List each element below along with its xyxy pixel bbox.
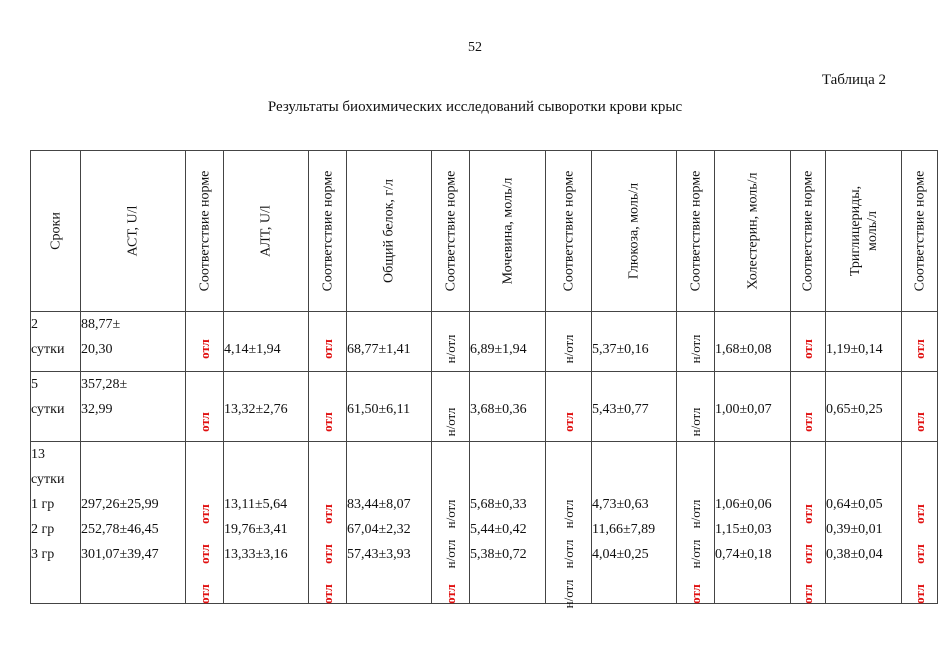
header-label: Соответствие норме xyxy=(912,170,927,292)
cell-line xyxy=(470,467,545,492)
cell-line: 88,77± xyxy=(81,317,121,332)
cell-line: 2 xyxy=(31,317,38,332)
cell-line: 4,73±0,63 xyxy=(592,497,649,512)
norm-value: отл xyxy=(196,339,212,359)
norm-cell xyxy=(791,312,826,372)
urea-cell xyxy=(470,312,546,372)
norm-value: отл xyxy=(319,544,335,564)
norm-value: н/отл xyxy=(560,334,576,364)
norm-value: отл xyxy=(196,504,212,524)
norm-value: н/отл xyxy=(560,579,576,609)
cell-line: 0,74±0,18 xyxy=(715,547,772,562)
norm-value: н/отл xyxy=(687,539,703,569)
norm-cell xyxy=(186,372,224,442)
norm-cell xyxy=(546,372,592,442)
cell-line: 5 xyxy=(31,377,38,392)
protein-cell xyxy=(347,442,432,604)
cell-line: 4,04±0,25 xyxy=(592,547,649,562)
cell-line: 6,89±1,94 xyxy=(470,342,527,357)
header-cell-alt xyxy=(224,151,309,312)
norm-value: отл xyxy=(911,504,927,524)
header-cell-protein xyxy=(347,151,432,312)
header-label: Общий белок, г/л xyxy=(381,178,397,284)
norm-value: отл xyxy=(911,584,927,604)
norm-value: отл xyxy=(800,544,815,564)
norm-cell xyxy=(546,442,592,609)
trig-cell xyxy=(826,442,902,604)
norm-value: н/отл xyxy=(560,539,576,569)
alt-cell xyxy=(224,312,309,372)
norm-value: н/отл xyxy=(442,539,458,569)
cell-line: 61,50±6,11 xyxy=(347,402,411,417)
alt-cell xyxy=(224,442,309,604)
cell-line xyxy=(347,372,431,397)
norm-cell xyxy=(902,442,938,604)
cell-line: 1,06±0,06 xyxy=(715,497,772,512)
norm-value: отл xyxy=(196,412,212,432)
header-cell-triglycerides xyxy=(826,151,902,312)
cell-line: 1 гр xyxy=(31,497,55,512)
period-cell xyxy=(31,312,81,372)
protein-cell xyxy=(347,372,432,442)
header-cell-norm xyxy=(791,151,826,312)
norm-cell xyxy=(677,442,715,604)
cell-line xyxy=(826,467,901,492)
cell-line: 13,11±5,64 xyxy=(224,497,288,512)
ast-cell xyxy=(81,312,186,372)
cell-line: 5,44±0,42 xyxy=(470,522,527,537)
header-label: АЛТ, U/l xyxy=(258,205,274,257)
page-number: 52 xyxy=(468,40,482,55)
chol-cell xyxy=(715,442,791,604)
cell-line: 301,07±39,47 xyxy=(81,547,159,562)
urea-cell xyxy=(470,372,546,442)
norm-value: отл xyxy=(560,412,576,432)
cell-line xyxy=(592,467,676,492)
norm-value: н/отл xyxy=(442,334,458,364)
norm-value: отл xyxy=(911,544,927,564)
cell-line: 3,68±0,36 xyxy=(470,402,527,417)
norm-value: н/отл xyxy=(687,334,703,364)
norm-value: н/отл xyxy=(560,499,576,529)
cell-line: 252,78±46,45 xyxy=(81,522,159,537)
norm-value: отл xyxy=(319,504,335,524)
urea-cell xyxy=(470,442,546,604)
cell-line: 4,14±1,94 xyxy=(224,342,281,357)
norm-cell xyxy=(432,442,470,604)
cell-line: 19,76±3,41 xyxy=(224,522,288,537)
table-row xyxy=(31,312,938,372)
norm-cell xyxy=(902,312,938,372)
cell-line xyxy=(224,442,308,467)
cell-line: 11,66±7,89 xyxy=(592,522,656,537)
cell-line: 1,68±0,08 xyxy=(715,342,772,357)
header-label: Триглицериды, моль/л xyxy=(847,185,880,277)
cell-line xyxy=(81,442,185,467)
cell-line xyxy=(81,467,185,492)
cell-line: 57,43±3,93 xyxy=(347,547,411,562)
cell-line: 1,00±0,07 xyxy=(715,402,772,417)
document-title: Результаты биохимических исследований сыворотки крови крыс xyxy=(267,99,683,115)
chol-cell xyxy=(715,372,791,442)
norm-value: н/отл xyxy=(442,499,458,529)
period-cell xyxy=(31,442,81,604)
cell-line: 0,65±0,25 xyxy=(826,402,883,417)
header-cell-cholesterol xyxy=(715,151,791,312)
norm-value: отл xyxy=(196,544,212,564)
header-cell-norm xyxy=(309,151,347,312)
header-cell-norm xyxy=(677,151,715,312)
norm-cell xyxy=(546,312,592,372)
cell-line xyxy=(470,372,545,397)
glucose-cell xyxy=(592,372,677,442)
norm-value: отл xyxy=(800,504,815,524)
header-cell-glucose xyxy=(592,151,677,312)
ast-cell xyxy=(81,442,186,604)
cell-line xyxy=(715,442,790,467)
norm-cell xyxy=(309,442,347,604)
header-cell-period xyxy=(31,151,81,312)
norm-value: отл xyxy=(800,584,815,604)
cell-line: 5,68±0,33 xyxy=(470,497,527,512)
trig-cell xyxy=(826,372,902,442)
norm-cell xyxy=(902,372,938,442)
header-label: Холестерин, моль/л xyxy=(745,172,760,290)
cell-line: сутки xyxy=(31,402,65,417)
cell-line xyxy=(592,442,676,467)
cell-line xyxy=(592,372,676,397)
header-cell-urea xyxy=(470,151,546,312)
cell-line: 32,99 xyxy=(81,402,113,417)
cell-line: 13,33±3,16 xyxy=(224,547,288,562)
cell-line: 357,28± xyxy=(81,377,128,392)
alt-cell xyxy=(224,372,309,442)
cell-line: сутки xyxy=(31,342,65,357)
cell-line: 20,30 xyxy=(81,342,113,357)
header-label: АСТ, U/l xyxy=(125,205,141,257)
cell-line xyxy=(347,467,431,492)
cell-line: 67,04±2,32 xyxy=(347,522,411,537)
norm-cell xyxy=(309,372,347,442)
norm-cell xyxy=(791,442,826,604)
table-label: Таблица 2 xyxy=(821,72,886,88)
table-row xyxy=(31,442,938,604)
norm-value: н/отл xyxy=(687,407,703,437)
header-label: Мочевина, моль/л xyxy=(500,177,515,285)
norm-cell xyxy=(791,372,826,442)
norm-cell xyxy=(186,442,224,604)
cell-line: 68,77±1,41 xyxy=(347,342,411,357)
norm-value: отл xyxy=(687,584,703,604)
cell-line xyxy=(224,312,308,337)
cell-line xyxy=(224,372,308,397)
cell-line xyxy=(826,372,901,397)
header-label: Глюкоза, моль/л xyxy=(626,182,642,280)
cell-line: сутки xyxy=(31,472,65,487)
cell-line: 1,19±0,14 xyxy=(826,342,883,357)
chol-cell xyxy=(715,312,791,372)
cell-line: 0,39±0,01 xyxy=(826,522,883,537)
norm-cell xyxy=(186,312,224,372)
norm-cell xyxy=(432,372,470,442)
header-label: Соответствие норме xyxy=(688,170,703,292)
norm-value: отл xyxy=(911,339,927,359)
cell-line xyxy=(224,467,308,492)
period-cell xyxy=(31,372,81,442)
cell-line: 13,32±2,76 xyxy=(224,402,288,417)
cell-line: 3 гр xyxy=(31,547,55,562)
header-label: Соответствие норме xyxy=(800,170,816,292)
cell-line: 297,26±25,99 xyxy=(81,497,159,512)
header-cell-norm xyxy=(432,151,470,312)
cell-line xyxy=(592,312,676,337)
norm-value: отл xyxy=(319,339,335,359)
table-row xyxy=(31,372,938,442)
ast-cell xyxy=(81,372,186,442)
cell-line xyxy=(715,312,790,337)
cell-line: 0,38±0,04 xyxy=(826,547,883,562)
norm-cell xyxy=(432,312,470,372)
norm-value: отл xyxy=(911,412,927,432)
norm-cell xyxy=(677,312,715,372)
protein-cell xyxy=(347,312,432,372)
header-label: Соответствие норме xyxy=(443,170,458,292)
header-label: Сроки xyxy=(48,212,63,250)
header-cell-norm xyxy=(186,151,224,312)
norm-value: отл xyxy=(442,584,458,604)
cell-line: 83,44±8,07 xyxy=(347,497,411,512)
cell-line: 5,43±0,77 xyxy=(592,402,649,417)
cell-line xyxy=(826,312,901,337)
glucose-cell xyxy=(592,442,677,604)
header-label: Соответствие норме xyxy=(320,170,335,292)
norm-value: отл xyxy=(319,412,335,432)
cell-line xyxy=(715,467,790,492)
norm-cell xyxy=(677,372,715,442)
header-label: Соответствие норме xyxy=(197,170,212,292)
norm-cell xyxy=(309,312,347,372)
trig-cell xyxy=(826,312,902,372)
header-cell-norm xyxy=(546,151,592,312)
header-row xyxy=(31,151,938,312)
cell-line: 1,15±0,03 xyxy=(715,522,772,537)
norm-value: н/отл xyxy=(687,499,703,529)
norm-value: н/отл xyxy=(442,407,458,437)
header-cell-norm xyxy=(902,151,938,312)
norm-value: отл xyxy=(196,584,212,604)
cell-line: 2 гр xyxy=(31,522,55,537)
norm-value: отл xyxy=(800,412,815,432)
cell-line: 13 xyxy=(31,447,45,462)
cell-line: 0,64±0,05 xyxy=(826,497,883,512)
cell-line: 5,38±0,72 xyxy=(470,547,527,562)
cell-line xyxy=(826,442,901,467)
cell-line xyxy=(715,372,790,397)
glucose-cell xyxy=(592,312,677,372)
header-label: Соответствие норме xyxy=(561,170,576,292)
cell-line xyxy=(347,312,431,337)
norm-value: отл xyxy=(800,339,815,359)
header-cell-ast xyxy=(81,151,186,312)
cell-line xyxy=(470,442,545,467)
cell-line xyxy=(470,312,545,337)
norm-value: отл xyxy=(319,584,335,604)
results-table xyxy=(30,150,938,609)
cell-line xyxy=(347,442,431,467)
cell-line: 5,37±0,16 xyxy=(592,342,649,357)
